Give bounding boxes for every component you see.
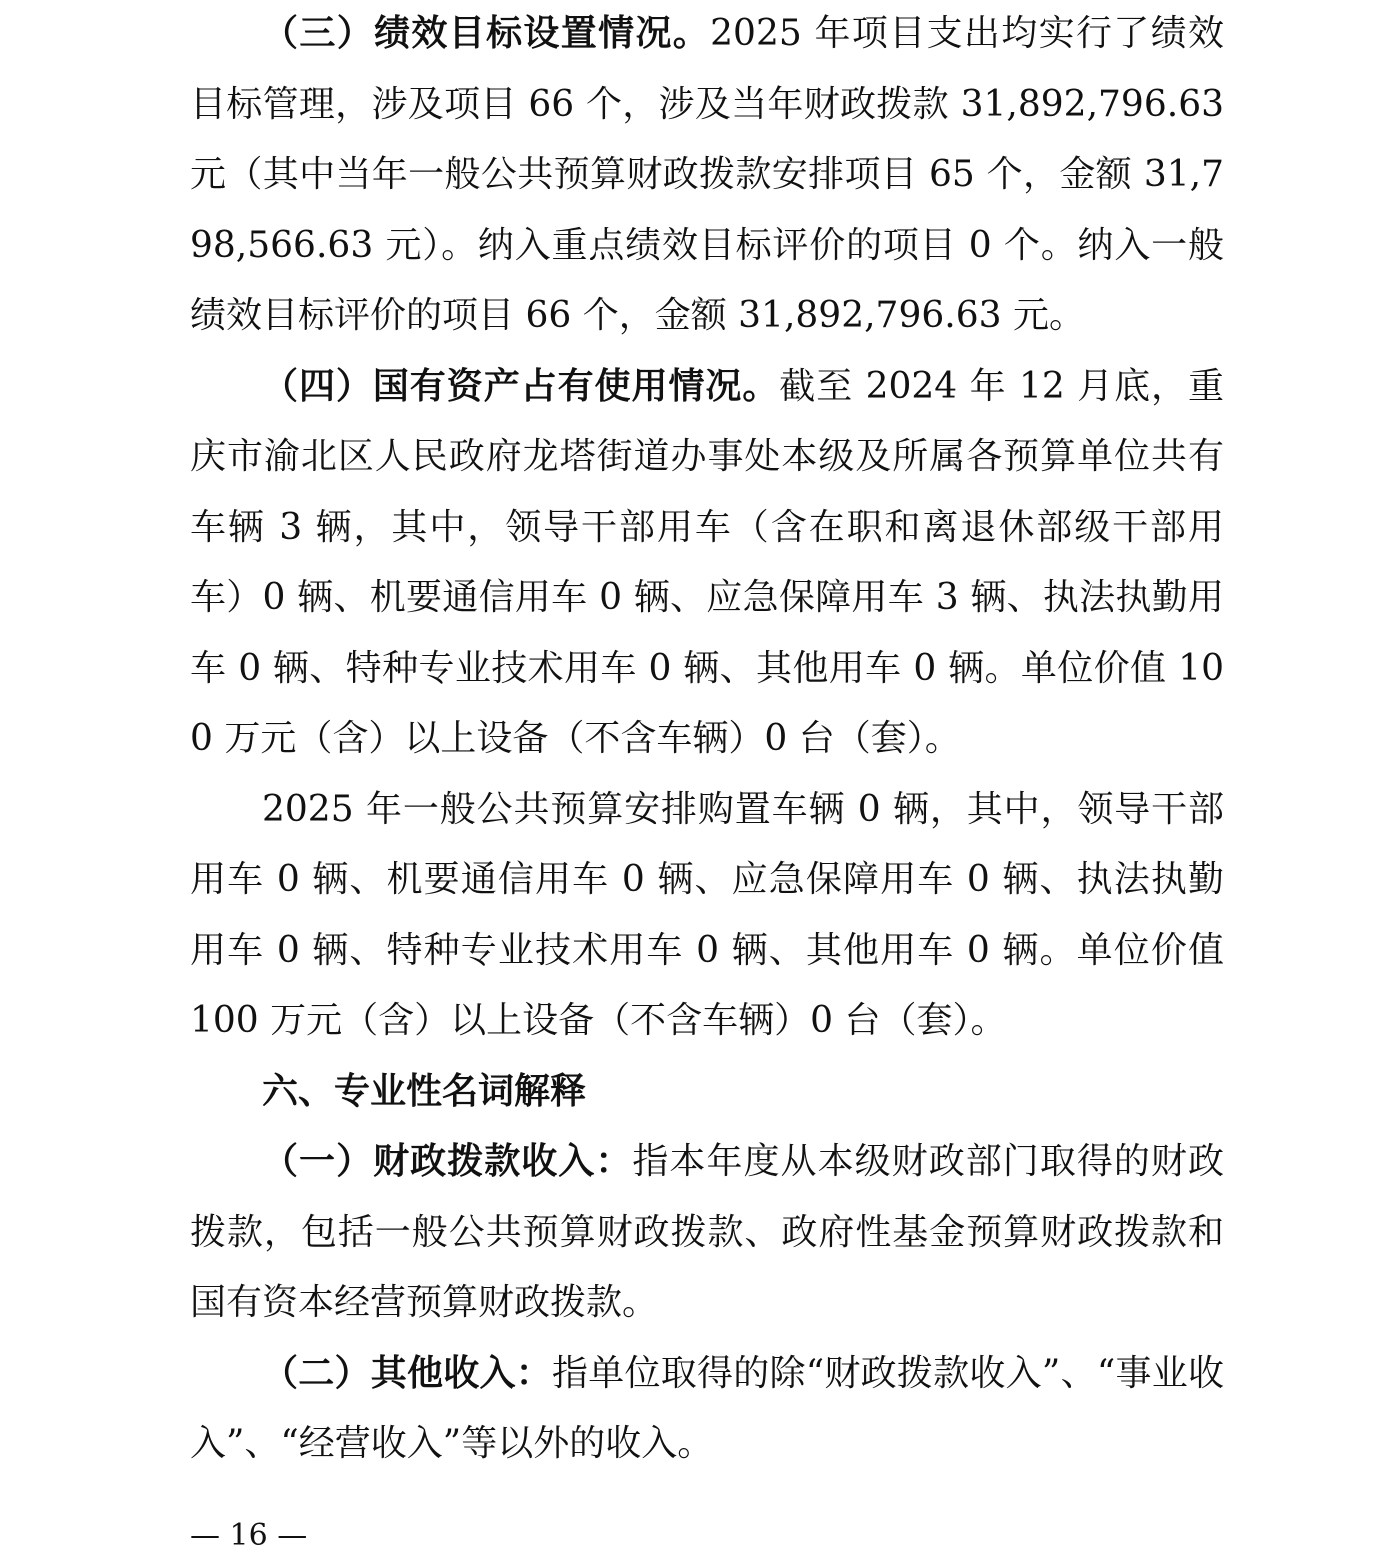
definition-other-income — [190, 1339, 1224, 1480]
paragraph-lead: （三）绩效目标设置情况。 — [262, 13, 711, 54]
definition-text: 指本年度从本级财政部门取得的财政拨款，包括一般公共预算财政拨款、政府性基金预算财政拨款和国有资本经营预算财政拨款。 — [190, 1141, 1224, 1323]
definition-fiscal-appropriation — [190, 1127, 1224, 1339]
page-number: — 16 — — [190, 1518, 308, 1553]
definition-term: （二）其他收入： — [262, 1352, 553, 1394]
paragraph-lead: （四）国有资产占有使用情况。 — [262, 365, 780, 407]
section-heading: 六、专业性名词解释 — [262, 1070, 587, 1112]
definition-text: 指单位取得的除“财政拨款收入”、“事业收入”、“经营收入”等以外的收入。 — [190, 1352, 1224, 1464]
paragraph-text: 2025 年项目支出均实行了绩效目标管理，涉及项目 66 个，涉及当年财政拨款 31,892,796.63 元（其中当年一般公共预算财政拨款安排项目 65 个，金额 31,798,566.63 元）。纳入重点绩效目标评价的项目 0 个。纳入一般绩效目标评价的项目 66 个，金额 31,892,796.63 元。 — [190, 13, 1224, 336]
paragraph-text: 2025 年一般公共预算安排购置车辆 0 辆，其中，领导干部用车 0 辆、机要通信用车 0 辆、应急保障用车 0 辆、执法执勤用车 0 辆、特种专业技术用车 0 辆、其他用车 0 辆。单位价值 100 万元（含）以上设备（不含车辆）0 台（套）。 — [190, 788, 1224, 1041]
definition-term: （一）财政拨款收入： — [262, 1141, 633, 1182]
paragraph-text: 截至 2024 年 12 月底，重庆市渝北区人民政府龙塔街道办事处本级及所属各预算单位共有车辆 3 辆，其中，领导干部用车（含在职和离退休部级干部用车）0 辆、机要通信用车 0 辆、应急保障用车 3 辆、执法执勤用车 0 辆、特种专业技术用车 0 辆、其他用车 0 辆。单位价值 100 万元（含）以上设备（不含车辆）0 台（套）。 — [190, 365, 1224, 759]
paragraph-vehicle-purchases — [190, 775, 1224, 1057]
paragraph-performance-targets — [190, 0, 1224, 352]
document-page — [190, 0, 1224, 1480]
paragraph-state-assets — [190, 352, 1224, 775]
